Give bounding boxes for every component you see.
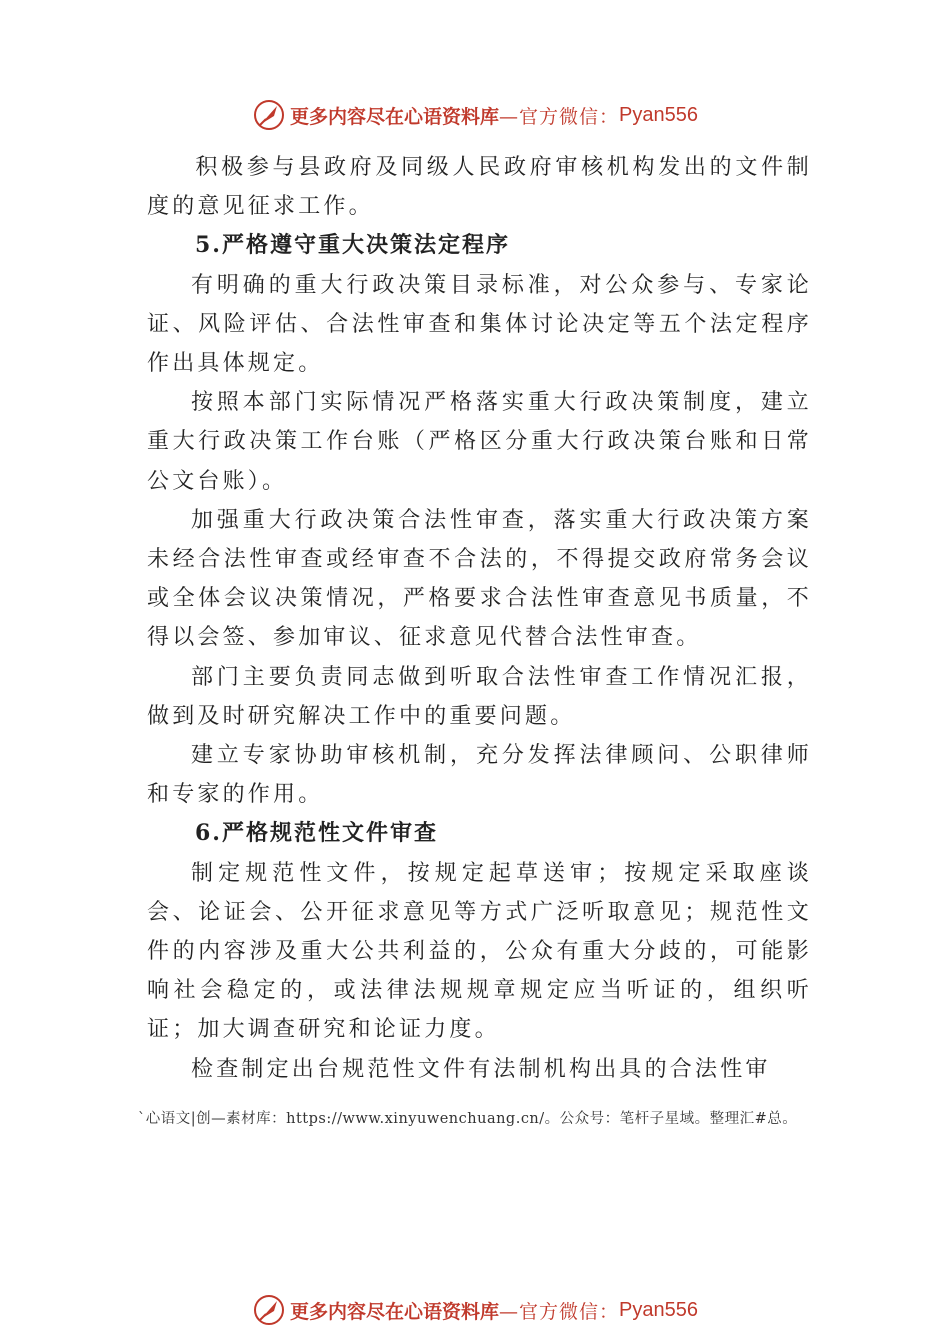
banner-wechat-id: Pyan556 — [619, 103, 698, 126]
paragraph: 加强重大行政决策合法性审查，落实重大行政决策方案未经合法性审查或经审查不合法的，不得提交政府常务会议或全体会议决策情况，严格要求合法性审查意见书质量，不得以会签、参加审议、征求意见代替合法性审查。 — [147, 507, 812, 651]
quill-pen-icon — [252, 1293, 286, 1327]
quill-pen-icon — [252, 98, 286, 132]
header-banner — [0, 95, 950, 135]
footnote: `心语文|创—素材库：https://www.xinyuwenchuang.cn/。公众号：笔杆子星域。整理汇#总。 — [138, 1111, 798, 1127]
footer-banner — [0, 1290, 950, 1330]
banner-wechat-id: Pyan556 — [619, 1298, 698, 1321]
paragraph: 检查制定出台规范性文件有法制机构出具的合法性审 — [191, 1056, 771, 1082]
paragraph: 有明确的重大行政决策目录标准，对公众参与、专家论证、风险评估、合法性审查和集体讨论决定等五个法定程序作出具体规定。 — [147, 272, 812, 377]
banner-wechat-label: —官方微信： — [499, 1300, 620, 1323]
paragraph: 按照本部门实际情况严格落实重大行政决策制度，建立重大行政决策工作台账（严格区分重大行政决策台账和日常公文台账）。 — [147, 390, 812, 494]
paragraph: 积极参与县政府及同级人民政府审核机构发出的文件制度的意见征求工作。 — [147, 155, 812, 220]
section-heading-5: 5.严格遵守重大决策法定程序 — [195, 232, 510, 259]
paragraph: 部门主要负责同志做到听取合法性审查工作情况汇报，做到及时研究解决工作中的重要问题。 — [147, 664, 812, 729]
section-heading-6: 6.严格规范性文件审查 — [195, 820, 438, 847]
banner-title: 更多内容尽在心语资料库 — [290, 1300, 500, 1323]
paragraph: 制定规范性文件，按规定起草送审；按规定采取座谈会、论证会、公开征求意见等方式广泛听取意见；规范性文件的内容涉及重大公共利益的，公众有重大分歧的，可能影响社会稳定的，或法律法规规章规定应当听证的，组织听证；加大调查研究和论证力度。 — [147, 860, 812, 1043]
document-body — [147, 148, 812, 1089]
banner-title: 更多内容尽在心语资料库 — [290, 105, 500, 128]
paragraph: 建立专家协助审核机制，充分发挥法律顾问、公职律师和专家的作用。 — [147, 743, 812, 808]
banner-wechat-label: —官方微信： — [499, 105, 620, 128]
